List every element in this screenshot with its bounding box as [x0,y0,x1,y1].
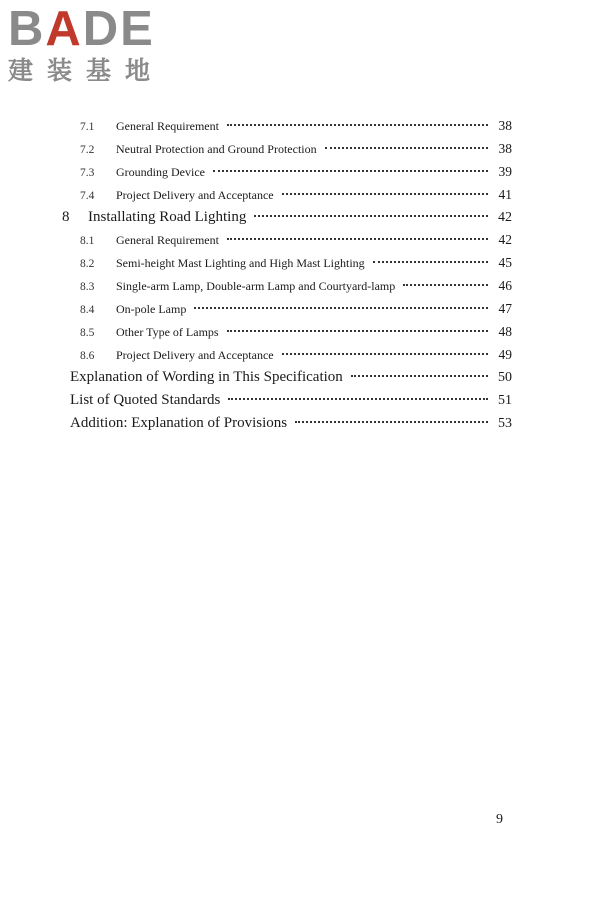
logo-letter-a: A [45,2,83,56]
toc-leader [228,398,488,400]
toc-title: Project Delivery and Acceptance [116,188,274,202]
toc-page: 41 [498,187,512,202]
toc-entry-8-2[interactable] [80,255,512,271]
toc-number: 8.4 [80,304,95,316]
toc-title: Neutral Protection and Ground Protection [116,142,317,156]
toc-number: 8.2 [80,258,95,270]
toc-entry-8-4[interactable] [80,301,512,317]
toc-page: 42 [498,232,512,247]
toc-number: 7.4 [80,190,95,202]
toc-entry-7-2[interactable] [80,141,512,157]
toc-page: 38 [498,141,512,156]
toc-page: 38 [498,118,512,133]
toc-page: 48 [498,324,512,339]
toc-leader [227,330,488,332]
toc-leader [403,284,488,286]
toc-title: On-pole Lamp [116,302,187,316]
toc-page: 49 [498,347,512,362]
toc-title: General Requirement [116,119,219,133]
toc-entry-7-1[interactable] [80,118,512,134]
toc-entry-8[interactable] [62,209,512,226]
toc-title: Explanation of Wording in This Specification [70,369,343,385]
toc-entry-8-1[interactable] [80,232,512,248]
toc-leader [227,124,488,126]
toc-leader [373,261,488,263]
toc-entry-explanation-of-wording[interactable] [70,369,512,386]
toc-page: 50 [498,370,512,385]
toc-title: Semi-height Mast Lighting and High Mast Lighting [116,256,365,270]
toc-leader [282,353,488,355]
toc-title: General Requirement [116,233,219,247]
logo-letters-de: DE [82,2,155,56]
toc-leader [194,307,488,309]
toc-entry-8-6[interactable] [80,347,512,363]
toc-number: 7.3 [80,167,95,179]
toc-title: Project Delivery and Acceptance [116,348,274,362]
toc-entry-quoted-standards[interactable] [70,392,512,409]
toc-page: 46 [498,278,512,293]
toc-number: 8.1 [80,235,95,247]
toc-leader [227,238,488,240]
toc-entry-7-3[interactable] [80,164,512,180]
toc-title: Grounding Device [116,165,205,179]
toc-leader [213,170,488,172]
toc-page: 47 [498,301,512,316]
toc-number: 7.1 [80,121,95,133]
toc-title: Single-arm Lamp, Double-arm Lamp and Courtyard-lamp [116,279,396,293]
toc-entry-explanation-of-provisions[interactable] [70,415,512,432]
logo-subtitle: 建装基地 [8,56,165,85]
toc-leader [254,215,488,217]
toc-number: 8.3 [80,281,95,293]
toc-title: Other Type of Lamps [116,325,219,339]
page-number: 9 [496,812,503,827]
toc-title: List of Quoted Standards [70,392,221,408]
toc-entry-7-4[interactable] [80,187,512,203]
toc-title: Addition: Explanation of Provisions [70,415,288,431]
toc-title: Installating Road Lighting [88,209,247,225]
toc-entry-8-5[interactable] [80,324,512,340]
toc-number: 8 [62,209,70,225]
toc-page: 45 [498,255,512,270]
toc-number: 7.2 [80,144,95,156]
toc-page: 39 [498,164,512,179]
logo-letter-b: B [8,2,46,56]
toc-leader [295,421,488,423]
toc-leader [282,193,488,195]
toc-leader [325,147,488,149]
toc-page: 42 [498,210,512,225]
toc-leader [351,375,488,377]
toc-page: 51 [498,393,512,408]
toc-number: 8.5 [80,327,95,339]
toc-page: 53 [498,416,512,431]
toc-number: 8.6 [80,350,95,362]
toc-entry-8-3[interactable] [80,278,512,294]
